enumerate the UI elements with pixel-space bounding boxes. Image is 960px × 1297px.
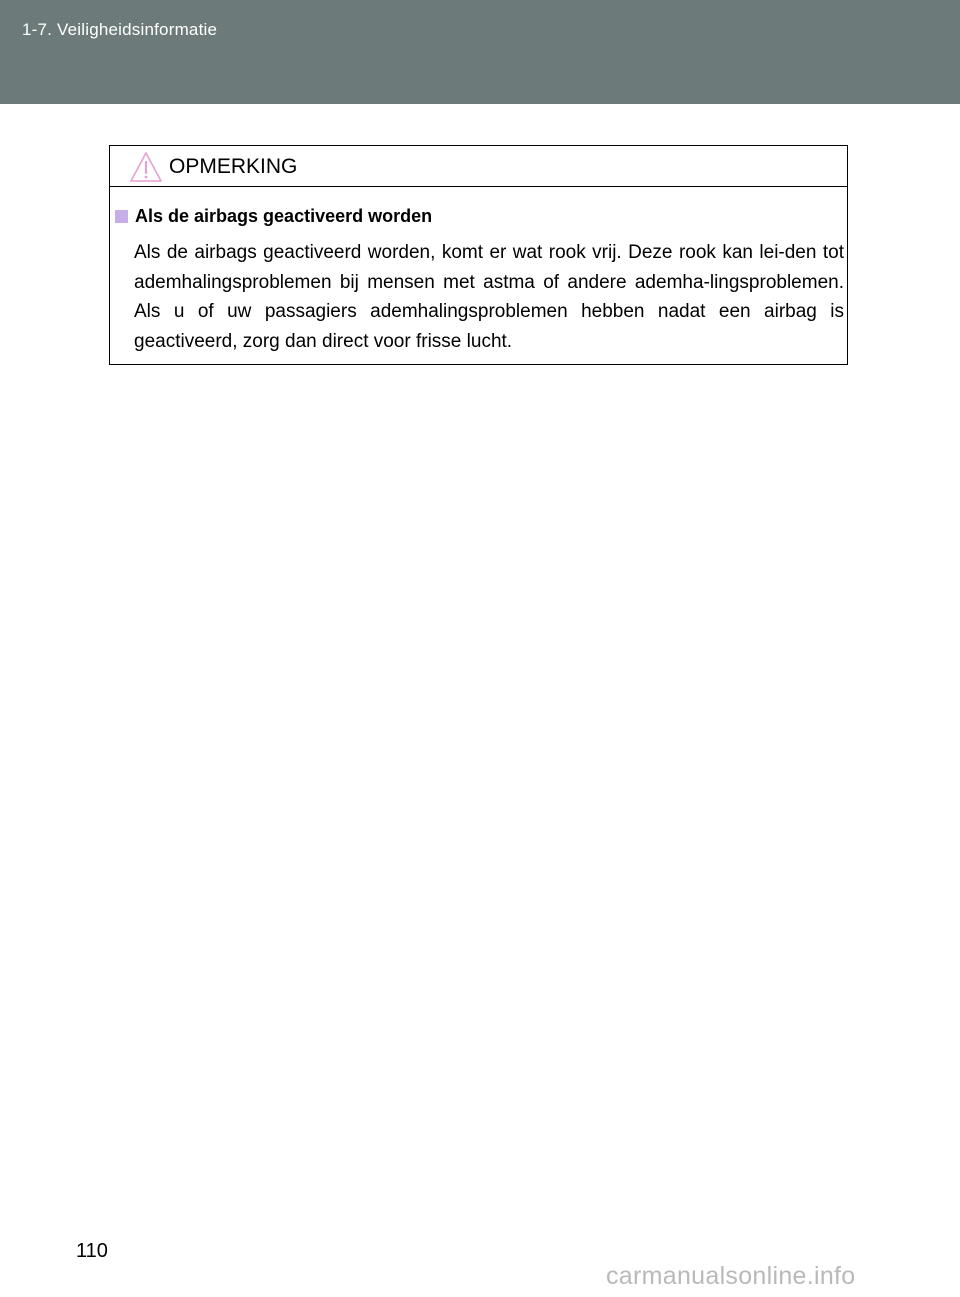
watermark: carmanualsonline.info <box>606 1262 856 1290</box>
page-number: 110 <box>76 1240 108 1262</box>
section-title: 1-7. Veiligheidsinformatie <box>22 20 218 39</box>
header-bar <box>0 0 960 104</box>
section-heading-row <box>115 204 839 228</box>
notice-section <box>115 204 844 352</box>
notice-title: OPMERKING <box>169 155 298 178</box>
section-body: Als de airbags geactiveerd worden, komt er wat rook vrij. Deze rook kan lei-den tot ademhalingsproblemen bij mensen met astma of andere ademha-lingsproblemen. Als u of uw passagiers ademhalingsproblemen hebben nadat een airbag is geactiveerd, zorg dan direct voor frisse lucht. <box>134 242 844 352</box>
notice-box <box>109 145 848 365</box>
section-heading: Als de airbags geactiveerd worden <box>135 206 433 226</box>
warning-triangle-icon <box>129 151 163 183</box>
notice-header <box>110 146 847 187</box>
bullet-square-icon <box>115 210 128 223</box>
